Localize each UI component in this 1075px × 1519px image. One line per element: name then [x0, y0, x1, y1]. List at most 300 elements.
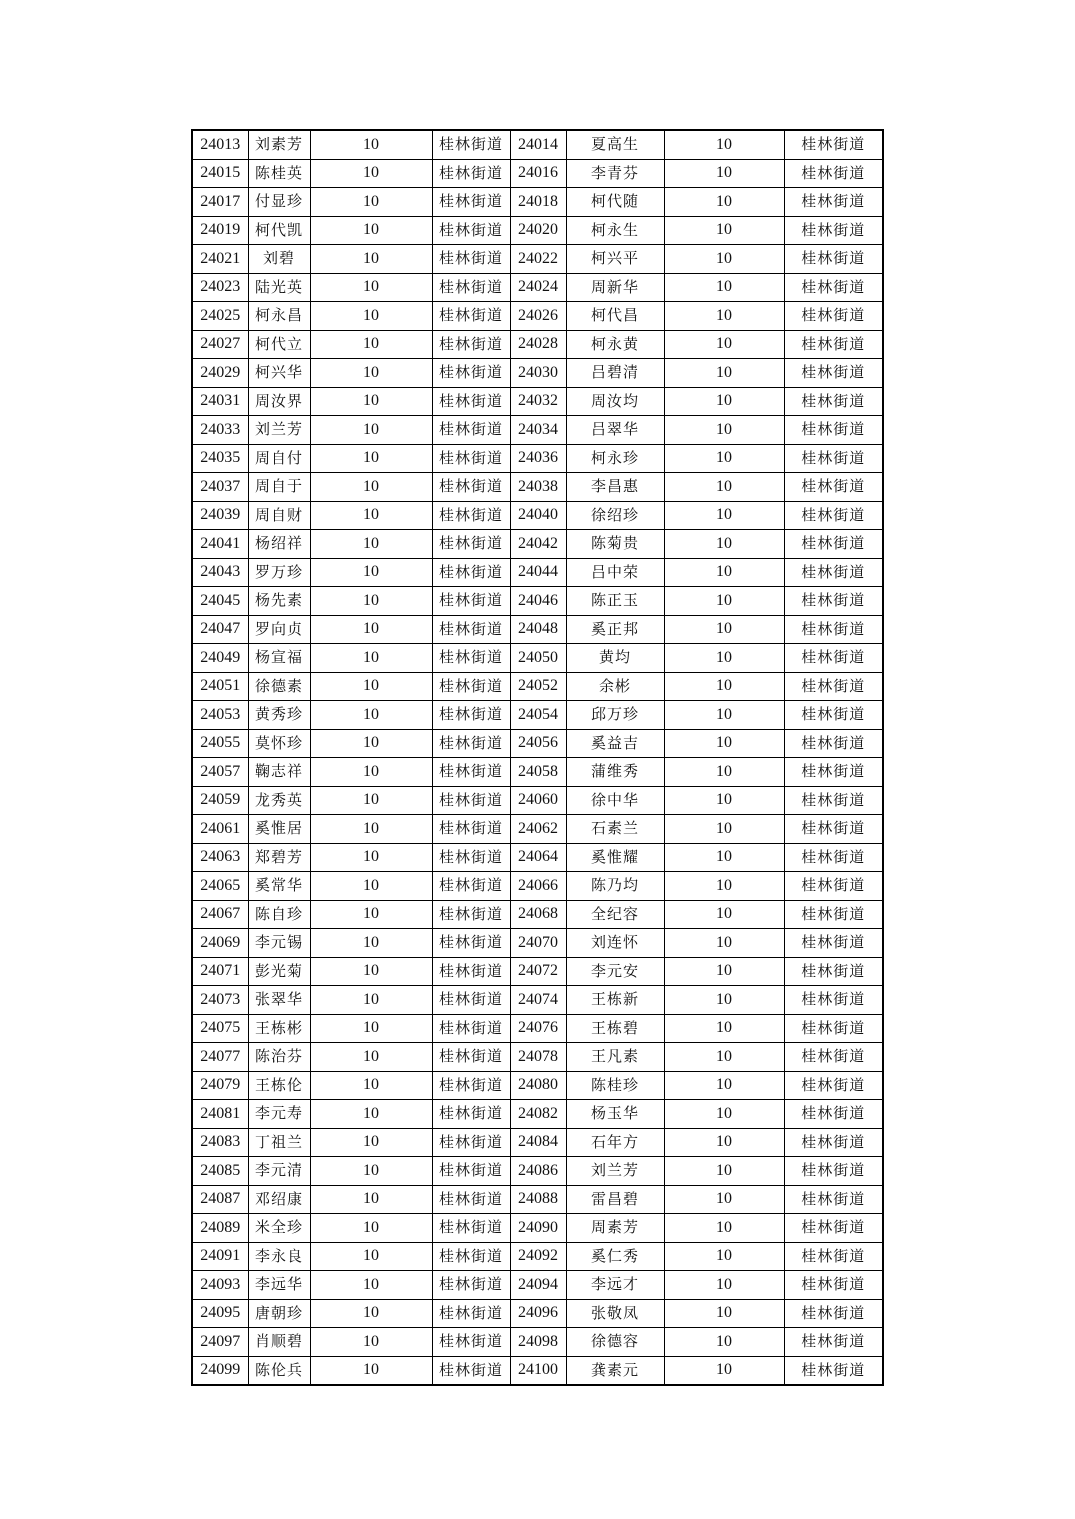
amount-left: 10 — [310, 273, 432, 302]
person-name-left: 柯永昌 — [248, 302, 310, 331]
serial-number-left: 24057 — [192, 758, 248, 787]
amount-left: 10 — [310, 929, 432, 958]
person-name-right: 陈正玉 — [566, 587, 664, 616]
serial-number-left: 24071 — [192, 957, 248, 986]
table-row — [192, 1100, 883, 1129]
person-name-right: 龚素元 — [566, 1356, 664, 1385]
table-row — [192, 473, 883, 502]
amount-right: 10 — [664, 359, 784, 388]
street-right: 桂林街道 — [784, 216, 883, 245]
serial-number-left: 24027 — [192, 330, 248, 359]
serial-number-right: 24096 — [510, 1299, 566, 1328]
serial-number-right: 24014 — [510, 130, 566, 159]
person-name-left: 陈桂英 — [248, 159, 310, 188]
street-right: 桂林街道 — [784, 501, 883, 530]
street-left: 桂林街道 — [432, 1356, 510, 1385]
person-name-left: 龙秀英 — [248, 786, 310, 815]
amount-right: 10 — [664, 473, 784, 502]
serial-number-right: 24072 — [510, 957, 566, 986]
amount-right: 10 — [664, 1214, 784, 1243]
person-name-left: 杨宣福 — [248, 644, 310, 673]
person-name-left: 周自财 — [248, 501, 310, 530]
street-right: 桂林街道 — [784, 1242, 883, 1271]
table-row — [192, 159, 883, 188]
serial-number-right: 24044 — [510, 558, 566, 587]
table-row — [192, 872, 883, 901]
person-name-right: 刘兰芳 — [566, 1157, 664, 1186]
person-name-right: 石年方 — [566, 1128, 664, 1157]
amount-right: 10 — [664, 729, 784, 758]
person-name-left: 肖顺碧 — [248, 1328, 310, 1357]
street-left: 桂林街道 — [432, 1157, 510, 1186]
street-right: 桂林街道 — [784, 900, 883, 929]
person-name-left: 杨先素 — [248, 587, 310, 616]
amount-right: 10 — [664, 558, 784, 587]
amount-left: 10 — [310, 530, 432, 559]
amount-right: 10 — [664, 444, 784, 473]
street-left: 桂林街道 — [432, 1128, 510, 1157]
amount-right: 10 — [664, 216, 784, 245]
serial-number-right: 24062 — [510, 815, 566, 844]
person-name-right: 李元安 — [566, 957, 664, 986]
street-right: 桂林街道 — [784, 130, 883, 159]
serial-number-left: 24053 — [192, 701, 248, 730]
amount-right: 10 — [664, 188, 784, 217]
person-name-left: 罗万珍 — [248, 558, 310, 587]
serial-number-left: 24073 — [192, 986, 248, 1015]
serial-number-right: 24018 — [510, 188, 566, 217]
street-right: 桂林街道 — [784, 159, 883, 188]
amount-right: 10 — [664, 330, 784, 359]
serial-number-left: 24025 — [192, 302, 248, 331]
person-name-right: 杨玉华 — [566, 1100, 664, 1129]
street-left: 桂林街道 — [432, 501, 510, 530]
street-right: 桂林街道 — [784, 558, 883, 587]
table-row — [192, 1271, 883, 1300]
street-right: 桂林街道 — [784, 843, 883, 872]
serial-number-left: 24083 — [192, 1128, 248, 1157]
person-name-right: 徐德容 — [566, 1328, 664, 1357]
street-left: 桂林街道 — [432, 473, 510, 502]
amount-right: 10 — [664, 1100, 784, 1129]
person-name-right: 吕翠华 — [566, 416, 664, 445]
amount-left: 10 — [310, 1043, 432, 1072]
person-name-right: 王凡素 — [566, 1043, 664, 1072]
amount-left: 10 — [310, 444, 432, 473]
street-right: 桂林街道 — [784, 245, 883, 274]
street-left: 桂林街道 — [432, 359, 510, 388]
serial-number-right: 24066 — [510, 872, 566, 901]
street-right: 桂林街道 — [784, 473, 883, 502]
street-left: 桂林街道 — [432, 929, 510, 958]
amount-right: 10 — [664, 302, 784, 331]
serial-number-left: 24043 — [192, 558, 248, 587]
amount-left: 10 — [310, 957, 432, 986]
amount-left: 10 — [310, 843, 432, 872]
table-row — [192, 330, 883, 359]
person-name-right: 周新华 — [566, 273, 664, 302]
table-row — [192, 273, 883, 302]
street-right: 桂林街道 — [784, 302, 883, 331]
amount-right: 10 — [664, 843, 784, 872]
amount-left: 10 — [310, 758, 432, 787]
street-right: 桂林街道 — [784, 615, 883, 644]
amount-left: 10 — [310, 130, 432, 159]
amount-right: 10 — [664, 587, 784, 616]
amount-right: 10 — [664, 900, 784, 929]
serial-number-right: 24078 — [510, 1043, 566, 1072]
amount-right: 10 — [664, 815, 784, 844]
person-name-right: 柯代昌 — [566, 302, 664, 331]
street-right: 桂林街道 — [784, 1299, 883, 1328]
amount-left: 10 — [310, 1328, 432, 1357]
serial-number-left: 24041 — [192, 530, 248, 559]
amount-left: 10 — [310, 1071, 432, 1100]
serial-number-right: 24070 — [510, 929, 566, 958]
amount-right: 10 — [664, 1128, 784, 1157]
street-left: 桂林街道 — [432, 615, 510, 644]
street-right: 桂林街道 — [784, 359, 883, 388]
person-name-right: 奚仁秀 — [566, 1242, 664, 1271]
serial-number-right: 24040 — [510, 501, 566, 530]
street-right: 桂林街道 — [784, 729, 883, 758]
amount-right: 10 — [664, 1157, 784, 1186]
person-name-left: 陈伦兵 — [248, 1356, 310, 1385]
street-right: 桂林街道 — [784, 1214, 883, 1243]
amount-right: 10 — [664, 957, 784, 986]
street-left: 桂林街道 — [432, 1242, 510, 1271]
serial-number-left: 24095 — [192, 1299, 248, 1328]
amount-left: 10 — [310, 786, 432, 815]
person-name-left: 邓绍康 — [248, 1185, 310, 1214]
person-name-left: 唐朝珍 — [248, 1299, 310, 1328]
serial-number-left: 24033 — [192, 416, 248, 445]
person-name-right: 柯永生 — [566, 216, 664, 245]
street-left: 桂林街道 — [432, 1071, 510, 1100]
amount-left: 10 — [310, 330, 432, 359]
amount-left: 10 — [310, 872, 432, 901]
serial-number-right: 24058 — [510, 758, 566, 787]
serial-number-left: 24085 — [192, 1157, 248, 1186]
amount-right: 10 — [664, 1299, 784, 1328]
street-right: 桂林街道 — [784, 1071, 883, 1100]
amount-left: 10 — [310, 1157, 432, 1186]
street-right: 桂林街道 — [784, 1043, 883, 1072]
person-name-left: 李永良 — [248, 1242, 310, 1271]
person-name-right: 刘连怀 — [566, 929, 664, 958]
serial-number-left: 24023 — [192, 273, 248, 302]
amount-left: 10 — [310, 1242, 432, 1271]
serial-number-left: 24079 — [192, 1071, 248, 1100]
person-name-left: 李元锡 — [248, 929, 310, 958]
street-right: 桂林街道 — [784, 444, 883, 473]
person-name-right: 陈菊贵 — [566, 530, 664, 559]
person-name-right: 奚正邦 — [566, 615, 664, 644]
street-right: 桂林街道 — [784, 1100, 883, 1129]
amount-right: 10 — [664, 1242, 784, 1271]
person-name-right: 李青芬 — [566, 159, 664, 188]
street-left: 桂林街道 — [432, 558, 510, 587]
person-name-left: 彭光菊 — [248, 957, 310, 986]
serial-number-left: 24019 — [192, 216, 248, 245]
table-row — [192, 1214, 883, 1243]
person-name-right: 李昌惠 — [566, 473, 664, 502]
street-left: 桂林街道 — [432, 1214, 510, 1243]
person-name-left: 徐德素 — [248, 672, 310, 701]
serial-number-right: 24050 — [510, 644, 566, 673]
amount-right: 10 — [664, 872, 784, 901]
table-row — [192, 1242, 883, 1271]
serial-number-left: 24069 — [192, 929, 248, 958]
serial-number-left: 24099 — [192, 1356, 248, 1385]
serial-number-left: 24047 — [192, 615, 248, 644]
person-name-left: 杨绍祥 — [248, 530, 310, 559]
street-right: 桂林街道 — [784, 1271, 883, 1300]
street-left: 桂林街道 — [432, 330, 510, 359]
person-name-left: 李元寿 — [248, 1100, 310, 1129]
amount-right: 10 — [664, 530, 784, 559]
serial-number-left: 24055 — [192, 729, 248, 758]
serial-number-right: 24054 — [510, 701, 566, 730]
amount-left: 10 — [310, 587, 432, 616]
table-row — [192, 558, 883, 587]
person-name-left: 丁祖兰 — [248, 1128, 310, 1157]
person-name-left: 柯代立 — [248, 330, 310, 359]
serial-number-left: 24013 — [192, 130, 248, 159]
serial-number-right: 24020 — [510, 216, 566, 245]
amount-left: 10 — [310, 644, 432, 673]
amount-left: 10 — [310, 188, 432, 217]
street-right: 桂林街道 — [784, 672, 883, 701]
amount-left: 10 — [310, 615, 432, 644]
table-row — [192, 615, 883, 644]
table-row — [192, 359, 883, 388]
person-name-left: 付显珍 — [248, 188, 310, 217]
table-row — [192, 1356, 883, 1385]
street-right: 桂林街道 — [784, 273, 883, 302]
amount-right: 10 — [664, 986, 784, 1015]
table-row — [192, 302, 883, 331]
street-right: 桂林街道 — [784, 957, 883, 986]
amount-left: 10 — [310, 302, 432, 331]
street-right: 桂林街道 — [784, 188, 883, 217]
serial-number-left: 24087 — [192, 1185, 248, 1214]
person-name-right: 柯永珍 — [566, 444, 664, 473]
table-row — [192, 1071, 883, 1100]
person-name-right: 全纪容 — [566, 900, 664, 929]
amount-left: 10 — [310, 900, 432, 929]
serial-number-right: 24090 — [510, 1214, 566, 1243]
serial-number-right: 24048 — [510, 615, 566, 644]
table-row — [192, 130, 883, 159]
serial-number-right: 24030 — [510, 359, 566, 388]
table-row — [192, 501, 883, 530]
person-name-left: 周自付 — [248, 444, 310, 473]
amount-right: 10 — [664, 245, 784, 274]
amount-left: 10 — [310, 1214, 432, 1243]
amount-left: 10 — [310, 359, 432, 388]
person-name-left: 陈自珍 — [248, 900, 310, 929]
street-right: 桂林街道 — [784, 1128, 883, 1157]
person-name-left: 张翠华 — [248, 986, 310, 1015]
serial-number-left: 24061 — [192, 815, 248, 844]
serial-number-right: 24084 — [510, 1128, 566, 1157]
amount-right: 10 — [664, 1014, 784, 1043]
amount-right: 10 — [664, 1328, 784, 1357]
serial-number-left: 24091 — [192, 1242, 248, 1271]
amount-left: 10 — [310, 1014, 432, 1043]
amount-left: 10 — [310, 501, 432, 530]
serial-number-right: 24064 — [510, 843, 566, 872]
street-right: 桂林街道 — [784, 330, 883, 359]
amount-left: 10 — [310, 1271, 432, 1300]
serial-number-right: 24026 — [510, 302, 566, 331]
person-name-left: 奚惟居 — [248, 815, 310, 844]
table-row — [192, 815, 883, 844]
person-name-right: 张敬凤 — [566, 1299, 664, 1328]
serial-number-right: 24076 — [510, 1014, 566, 1043]
amount-right: 10 — [664, 501, 784, 530]
amount-left: 10 — [310, 387, 432, 416]
table-row — [192, 216, 883, 245]
person-name-right: 柯代随 — [566, 188, 664, 217]
street-left: 桂林街道 — [432, 273, 510, 302]
serial-number-left: 24067 — [192, 900, 248, 929]
serial-number-right: 24098 — [510, 1328, 566, 1357]
street-right: 桂林街道 — [784, 1328, 883, 1357]
amount-left: 10 — [310, 1100, 432, 1129]
street-left: 桂林街道 — [432, 1271, 510, 1300]
serial-number-right: 24094 — [510, 1271, 566, 1300]
person-name-left: 王栋伦 — [248, 1071, 310, 1100]
amount-left: 10 — [310, 729, 432, 758]
serial-number-left: 24097 — [192, 1328, 248, 1357]
table-row — [192, 1185, 883, 1214]
person-name-left: 陆光英 — [248, 273, 310, 302]
person-name-left: 陈治芬 — [248, 1043, 310, 1072]
street-left: 桂林街道 — [432, 900, 510, 929]
table-row — [192, 1299, 883, 1328]
serial-number-right: 24032 — [510, 387, 566, 416]
street-left: 桂林街道 — [432, 416, 510, 445]
street-right: 桂林街道 — [784, 929, 883, 958]
person-name-right: 柯永黄 — [566, 330, 664, 359]
person-name-right: 王栋新 — [566, 986, 664, 1015]
person-name-right: 吕中荣 — [566, 558, 664, 587]
serial-number-left: 24075 — [192, 1014, 248, 1043]
serial-number-left: 24021 — [192, 245, 248, 274]
street-left: 桂林街道 — [432, 1043, 510, 1072]
serial-number-right: 24046 — [510, 587, 566, 616]
table-row — [192, 387, 883, 416]
amount-right: 10 — [664, 672, 784, 701]
table-row — [192, 416, 883, 445]
serial-number-left: 24065 — [192, 872, 248, 901]
person-name-right: 雷昌碧 — [566, 1185, 664, 1214]
street-right: 桂林街道 — [784, 1157, 883, 1186]
serial-number-right: 24024 — [510, 273, 566, 302]
street-left: 桂林街道 — [432, 587, 510, 616]
street-left: 桂林街道 — [432, 245, 510, 274]
street-left: 桂林街道 — [432, 1299, 510, 1328]
table-row — [192, 672, 883, 701]
table-row — [192, 786, 883, 815]
person-name-left: 周自于 — [248, 473, 310, 502]
street-right: 桂林街道 — [784, 758, 883, 787]
amount-left: 10 — [310, 986, 432, 1015]
table-row — [192, 843, 883, 872]
street-left: 桂林街道 — [432, 872, 510, 901]
person-name-right: 邱万珍 — [566, 701, 664, 730]
table-row — [192, 729, 883, 758]
serial-number-left: 24063 — [192, 843, 248, 872]
person-name-left: 米全珍 — [248, 1214, 310, 1243]
street-left: 桂林街道 — [432, 530, 510, 559]
serial-number-left: 24081 — [192, 1100, 248, 1129]
street-left: 桂林街道 — [432, 986, 510, 1015]
table-row — [192, 1014, 883, 1043]
serial-number-right: 24022 — [510, 245, 566, 274]
person-name-left: 郑碧芳 — [248, 843, 310, 872]
person-name-left: 刘碧 — [248, 245, 310, 274]
person-name-right: 李远才 — [566, 1271, 664, 1300]
street-left: 桂林街道 — [432, 302, 510, 331]
person-name-left: 鞠志祥 — [248, 758, 310, 787]
person-name-right: 蒲维秀 — [566, 758, 664, 787]
amount-left: 10 — [310, 473, 432, 502]
street-left: 桂林街道 — [432, 1328, 510, 1357]
serial-number-left: 24015 — [192, 159, 248, 188]
serial-number-right: 24092 — [510, 1242, 566, 1271]
person-name-left: 莫怀珍 — [248, 729, 310, 758]
street-right: 桂林街道 — [784, 986, 883, 1015]
street-left: 桂林街道 — [432, 216, 510, 245]
amount-right: 10 — [664, 1271, 784, 1300]
person-name-right: 奚惟耀 — [566, 843, 664, 872]
street-right: 桂林街道 — [784, 530, 883, 559]
person-name-left: 黄秀珍 — [248, 701, 310, 730]
street-left: 桂林街道 — [432, 159, 510, 188]
serial-number-right: 24100 — [510, 1356, 566, 1385]
person-name-left: 柯代凯 — [248, 216, 310, 245]
street-left: 桂林街道 — [432, 815, 510, 844]
amount-right: 10 — [664, 273, 784, 302]
person-name-right: 柯兴平 — [566, 245, 664, 274]
amount-left: 10 — [310, 815, 432, 844]
table-row — [192, 188, 883, 217]
table-row — [192, 644, 883, 673]
amount-left: 10 — [310, 245, 432, 274]
serial-number-left: 24037 — [192, 473, 248, 502]
person-name-left: 柯兴华 — [248, 359, 310, 388]
amount-right: 10 — [664, 1071, 784, 1100]
person-name-right: 周素芳 — [566, 1214, 664, 1243]
amount-right: 10 — [664, 615, 784, 644]
street-left: 桂林街道 — [432, 1185, 510, 1214]
person-name-left: 周汝界 — [248, 387, 310, 416]
amount-left: 10 — [310, 1356, 432, 1385]
person-name-left: 刘素芳 — [248, 130, 310, 159]
person-name-left: 刘兰芳 — [248, 416, 310, 445]
table-row — [192, 701, 883, 730]
street-left: 桂林街道 — [432, 843, 510, 872]
street-left: 桂林街道 — [432, 701, 510, 730]
person-name-right: 奚益吉 — [566, 729, 664, 758]
serial-number-left: 24093 — [192, 1271, 248, 1300]
serial-number-left: 24059 — [192, 786, 248, 815]
serial-number-right: 24074 — [510, 986, 566, 1015]
serial-number-left: 24051 — [192, 672, 248, 701]
